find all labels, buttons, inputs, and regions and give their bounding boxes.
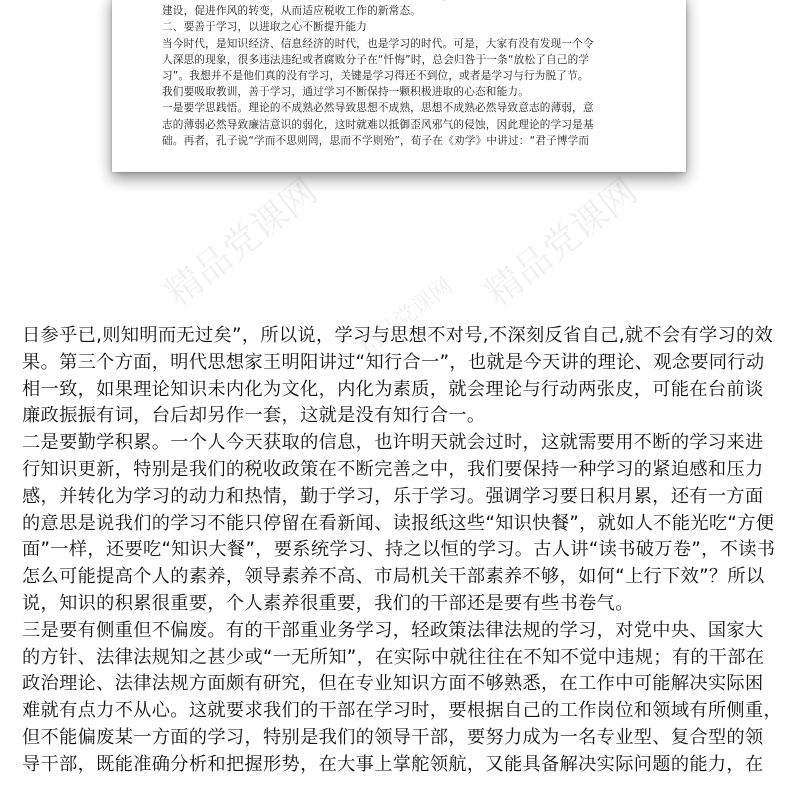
body-line: 日参乎已,则知明而无过矣”，所以说，学习与思想不对号,不深刻反省自己,就不会有学习的效 — [22, 325, 774, 346]
document-preview-text — [162, 0, 658, 149]
document-body — [22, 323, 788, 779]
body-line: 说，知识的积累很重要，个人素养很重要，我们的干部还是要有些书卷气。 — [22, 592, 634, 614]
body-line: 导干部，既能准确分析和把握形势，在大事上掌舵领航，又能具备解决实际问题的能力，在 — [22, 753, 764, 775]
watermark: 精品党课网 — [478, 171, 646, 315]
body-line: 行知识更新，特别是我们的税收政策在不断完善之中，我们要保持一种学习的紧迫感和压力 — [22, 458, 764, 480]
body-line: 面”一样，还要吃“知识大餐”，要系统学习、持之以恒的学习。古人讲“读书破万卷”，不读书 — [22, 539, 776, 561]
card-line: 当今时代，是知识经济、信息经济的时代，也是学习的时代。可是，大家有没有发现一个令 — [162, 37, 594, 50]
body-line: 的方针、法律法规知之甚少或“一无所知”，在实际中就往往在不知不觉中违规；有的干部在 — [22, 646, 765, 668]
card-line: 建设，促进作风的转变，从而适应税收工作的新常态。 — [162, 5, 422, 18]
body-line: 三是要有侧重但不偏废。有的干部重业务学习，轻政策法律法规的学习，对党中央、国家大 — [22, 619, 764, 641]
body-line: 果。第三个方面，明代思想家王明阳讲过“知行合一”，也就是今天讲的理论、观念要同行动 — [22, 351, 765, 373]
body-line: 廉政振振有词，台后却另作一套，这就是没有知行合一。 — [22, 405, 486, 427]
body-line: 二是要勤学积累。一个人今天获取的信息，也许明天就会过时，这就需要用不断的学习来进 — [22, 432, 764, 454]
watermark: 精品党课网 — [355, 273, 458, 361]
body-line: 感，并转化为学习的动力和热情，勤于学习，乐于学习。强调学习要日积月累，还有一方面 — [22, 485, 764, 507]
card-line: 二、要善于学习，以进取之心不断提升能力 — [162, 21, 368, 34]
body-line: 难就有点力不从心。这就要求我们的干部在学习时，要根据自己的工作岗位和领域有所侧重， — [22, 700, 783, 722]
body-line: 相一致，如果理论知识未内化为文化，内化为素质，就会理论与行动两张皮，可能在台前谈 — [22, 378, 764, 400]
card-line: 志的薄弱必然导致廉洁意识的弱化，这时就难以抵御歪风邪气的侵蚀，因此理论的学习是基 — [162, 118, 594, 131]
card-line: 础。再者，孔子说“学而不思则罔，思而不学则殆”，荀子在《劝学》中讲过：“君子博学而 — [162, 134, 590, 147]
watermark: 精品党课网 — [158, 171, 326, 315]
card-line: 一是要学思践悟。理论的不成熟必然导致思想不成熟，思想不成熟必然导致意志的薄弱，意 — [162, 102, 594, 115]
body-line: 的意思是说我们的学习不能只停留在看新闻、读报纸这些“知识快餐”，就如人不能光吃“方便 — [22, 512, 775, 534]
card-line: 我们要吸取教训，善于学习，通过学习不断保持一颗积极进取的心态和能力。 — [162, 86, 529, 99]
card-line: 人深思的现象，很多违法违纪或者腐败分子在“忏悔”时，总会归咎于一条“放松了自己的学 — [162, 53, 590, 66]
card-line: 习”。我想并不是他们真的没有学习，关键是学习得还不到位，或者是学习与行为脱了节。 — [162, 70, 589, 83]
body-line: 政治理论、法律法规方面颇有研究，但在专业知识方面不够熟悉，在工作中可能解决实际困 — [22, 673, 764, 695]
body-line: 但不能偏废某一方面的学习，特别是我们的领导干部，要努力成为一名专业型、复合型的领 — [22, 726, 764, 748]
document-preview-card — [112, 0, 686, 172]
body-line: 怎么可能提高个人的素养，领导素养不高、市局机关干部素养不够，如何“上行下效”？所以 — [22, 566, 765, 588]
